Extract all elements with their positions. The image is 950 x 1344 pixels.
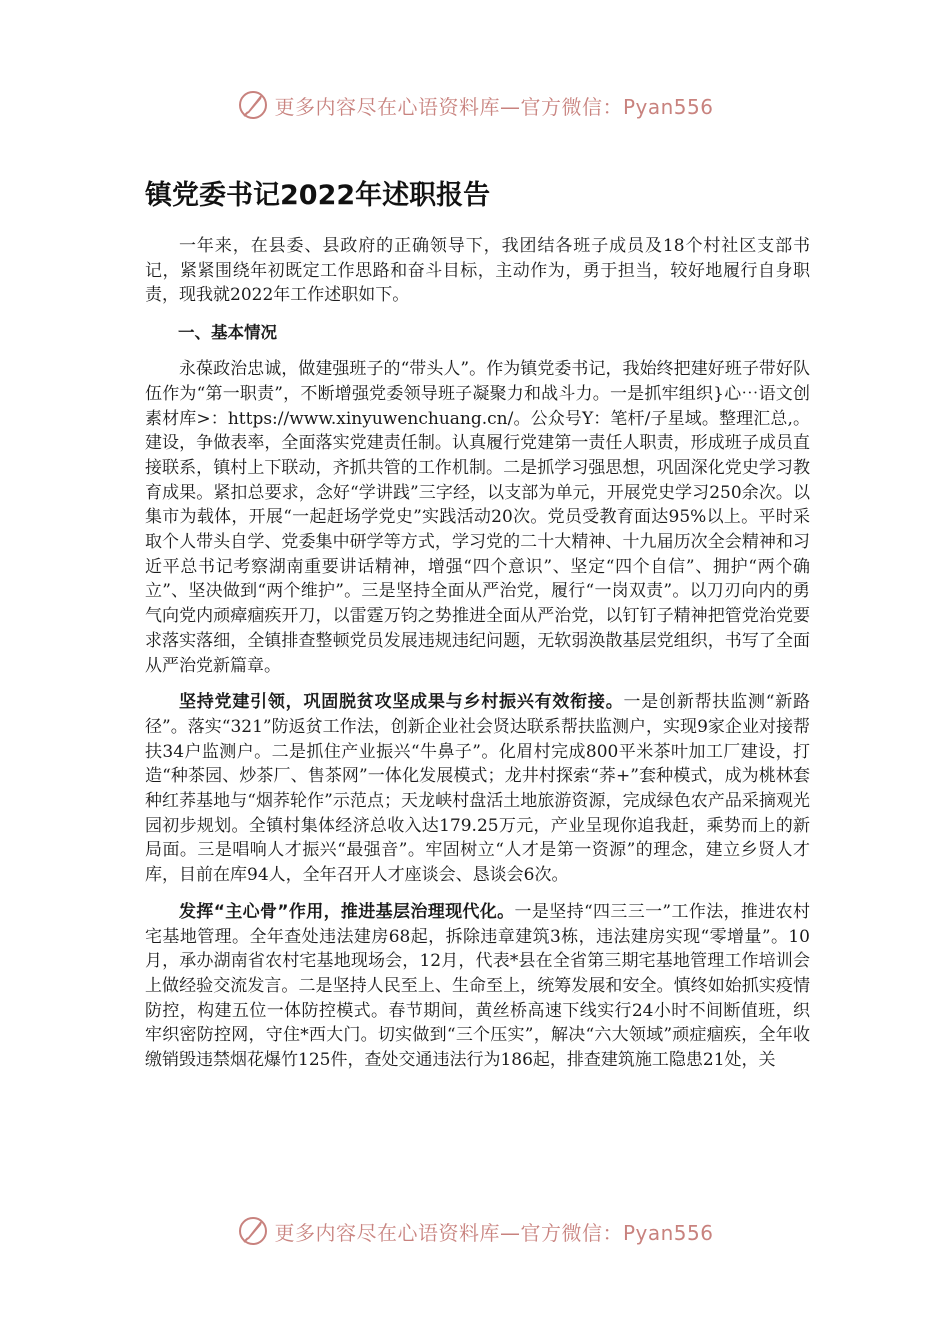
paragraph-body-governance: 一是坚持“四三三一”工作法，推进农村宅基地管理。全年查处违法建房68起，拆除违章建筑3栋，违法建房实现“零增量”。10月，承办湖南省农村宅基地现场会，12月，代表*县在全省第三期宅基地管理工作培训会上做经验交流发言。二是坚持人民至上、生命至上，统筹发展和安全。慎终如始抓实疫情防控，构建五位一体防控模式。春节期间，黄丝桥高速下线实行24小时不间断值班，织牢织密防控网，守住*西大门。切实做到“三个压实”，解决“六大领域”顽症痼疾，全年收缴销毁违禁烟花爆竹125件，查处交通违法行为186起，排查建筑施工隐患21处，关 (145, 901, 810, 1071)
intro-paragraph: 一年来，在县委、县政府的正确领导下，我团结各班子成员及18个村社区支部书记，紧紧围绕年初既定工作思路和奋斗目标，主动作为，勇于担当，较好地履行自身职责，现我就2022年工作述职如下。 (145, 236, 810, 306)
paragraph-lead-governance: 发挥“主心骨”作用，推进基层治理现代化。 (179, 901, 515, 922)
watermark-header (0, 88, 950, 122)
watermark-text: 更多内容尽在心语资料库—官方微信：Pyan556 (274, 94, 714, 119)
paragraph-lead-rural: 坚持党建引领，巩固脱贫攻坚成果与乡村振兴有效衔接。 (179, 692, 624, 713)
paragraph-party-leadership: 永葆政治忠诚，做建强班子的“带头人”。作为镇党委书记，我始终把建好班子带好队伍作为“第一职责”，不断增强党委领导班子凝聚力和战斗力。一是抓牢组织}心⋯语文创素材库>：https://www.xinyuwenchuang.cn/。公众号Y：笔杆/子星域。整理汇总,。建设，争做表率，全面落实党建责任制。认真履行党建第一责任人职责，形成班子成员直接联系，镇村上下联动，齐抓共管的工作机制。二是抓学习强思想，巩固深化党史学习教育成果。紧扣总要求，念好“学讲践”三字经，以支部为单元，开展党史学习250余次。以集市为载体，开展“一起赶场学党史”实践活动20次。党员受教育面达95%以上。平时采取个人带头自学、党委集中研学等方式，学习党的二十大精神、十九届历次全会精神和习近平总书记考察湖南重要讲话精神，增强“四个意识”、坚定“四个自信”、拥护“两个确立”、坚决做到“两个维护”。三是坚持全面从严治党，履行“一岗双责”。以刀刃向内的勇气向党内顽瘴痼疾开刀，以雷霆万钧之势推进全面从严治党，以钉钉子精神把管党治党要求落实落细，全镇排查整顿党员发展违规违纪问题，无软弱涣散基层党组织，书写了全面从严治党新篇章。 (145, 359, 810, 676)
watermark-footer (0, 1214, 950, 1248)
section-heading-basic: 一、基本情况 (178, 323, 277, 343)
document-body (145, 178, 810, 1073)
feather-pen-circle-icon (236, 1214, 270, 1248)
paragraph-rural-revitalization (145, 690, 810, 888)
paragraph-body-rural: 一是创新帮扶监测“新路径”。落实“321”防返贫工作法，创新企业社会贤达联系帮扶监测户，实现9家企业对接帮扶34户监测户。二是抓住产业振兴“牛鼻子”。化眉村完成800平米茶叶加工厂建设，打造“种茶园、炒茶厂、售茶网”一体化发展模式；龙井村探索“荞+”套种模式，成为桃林套种红荞基地与“烟荞轮作”示范点；天龙峡村盘活土地旅游资源，完成绿色农产品采摘观光园初步规划。全镇村集体经济总收入达179.25万元，产业呈现你追我赶，乘势而上的新局面。三是唱响人才振兴“最强音”。牢固树立“人才是第一资源”的理念，建立乡贤人才库，目前在库94人，全年召开人才座谈会、恳谈会6次。 (145, 692, 810, 886)
watermark-text: 更多内容尽在心语资料库—官方微信：Pyan556 (274, 1220, 714, 1245)
feather-pen-circle-icon (236, 88, 270, 122)
paragraph-governance (145, 900, 810, 1073)
document-title: 镇党委书记2022年述职报告 (145, 180, 491, 211)
